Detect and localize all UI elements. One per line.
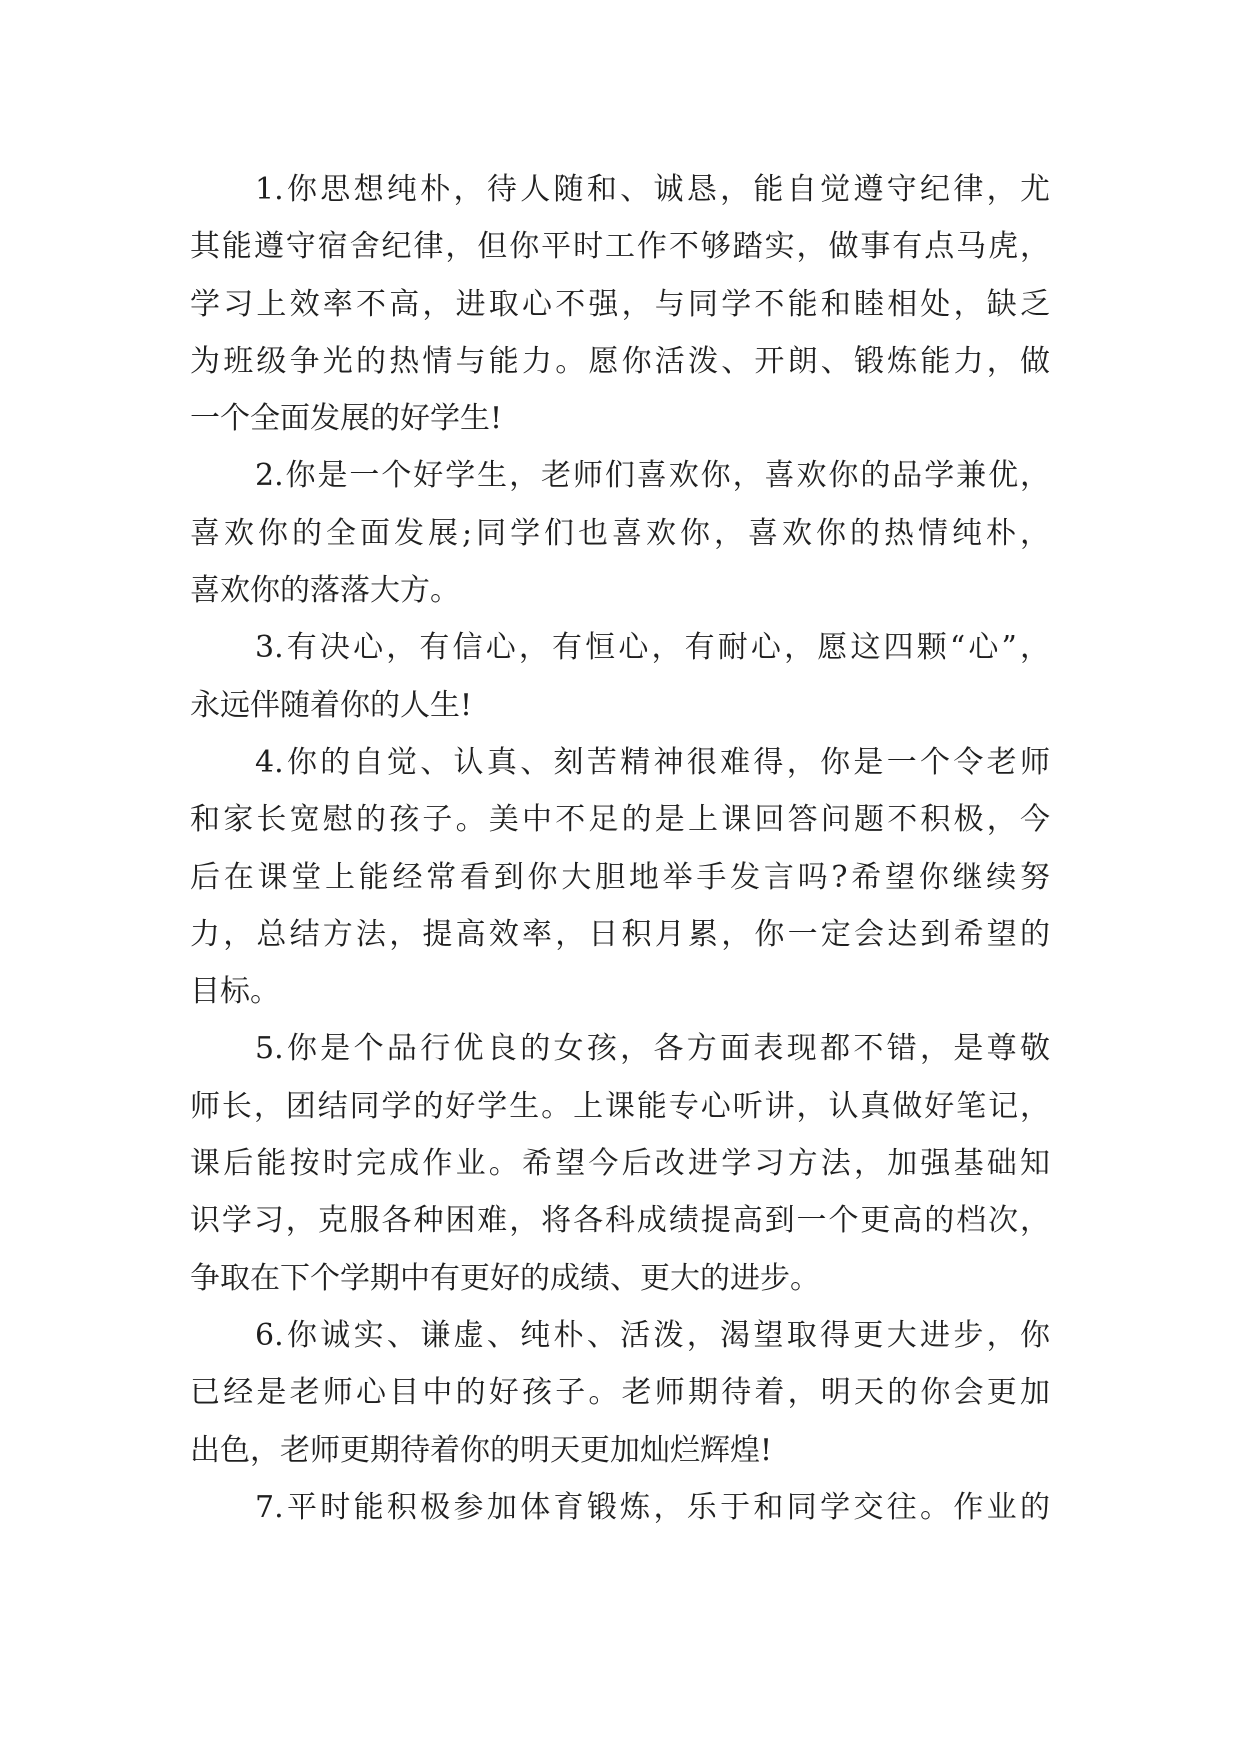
comment-paragraph-5 xyxy=(190,1020,1050,1306)
text-line: 3.有决心，有信心，有恒心，有耐心，愿这四颗“心”， xyxy=(255,630,1050,666)
text-line: 学习上效率不高，进取心不强，与同学不能和睦相处，缺乏 xyxy=(190,286,1050,322)
comment-paragraph-1 xyxy=(190,161,1050,447)
text-line: 已经是老师心目中的好孩子。老师期待着，明天的你会更加 xyxy=(190,1375,1050,1411)
text-line: 喜欢你的全面发展;同学们也喜欢你，喜欢你的热情纯朴， xyxy=(190,515,1050,551)
text-line: 争取在下个学期中有更好的成绩、更大的进步。 xyxy=(190,1260,820,1296)
text-line: 6.你诚实、谦虚、纯朴、活泼，渴望取得更大进步，你 xyxy=(255,1317,1050,1353)
text-line: 为班级争光的热情与能力。愿你活泼、开朗、锻炼能力，做 xyxy=(190,343,1050,379)
comment-paragraph-7 xyxy=(190,1479,1050,1536)
text-line: 2.你是一个好学生，老师们喜欢你，喜欢你的品学兼优， xyxy=(255,458,1050,494)
text-line: 后在课堂上能经常看到你大胆地举手发言吗?希望你继续努 xyxy=(190,859,1050,895)
text-line: 力，总结方法，提高效率，日积月累，你一定会达到希望的 xyxy=(190,916,1050,952)
text-line: 识学习，克服各种困难，将各科成绩提高到一个更高的档次， xyxy=(190,1203,1050,1239)
text-line: 永远伴随着你的人生! xyxy=(190,687,473,723)
comment-paragraph-6 xyxy=(190,1307,1050,1479)
text-line: 1.你思想纯朴，待人随和、诚恳，能自觉遵守纪律，尤 xyxy=(255,172,1050,207)
text-line: 其能遵守宿舍纪律，但你平时工作不够踏实，做事有点马虎， xyxy=(190,229,1050,265)
document-body xyxy=(190,161,1050,1536)
text-line: 和家长宽慰的孩子。美中不足的是上课回答问题不积极，今 xyxy=(190,802,1050,838)
text-line: 4.你的自觉、认真、刻苦精神很难得，你是一个令老师 xyxy=(255,744,1050,780)
text-line: 一个全面发展的好学生! xyxy=(190,401,503,437)
text-line: 7.平时能积极参加体育锻炼，乐于和同学交往。作业的 xyxy=(255,1489,1050,1525)
comment-paragraph-3 xyxy=(190,619,1050,734)
text-line: 师长，团结同学的好学生。上课能专心听讲，认真做好笔记， xyxy=(190,1088,1050,1124)
comment-paragraph-2 xyxy=(190,447,1050,619)
text-line: 喜欢你的落落大方。 xyxy=(190,573,460,609)
comment-paragraph-4 xyxy=(190,734,1050,1020)
text-line: 出色，老师更期待着你的明天更加灿烂辉煌! xyxy=(190,1432,773,1468)
text-line: 目标。 xyxy=(190,974,280,1010)
text-line: 5.你是个品行优良的女孩，各方面表现都不错，是尊敬 xyxy=(255,1031,1050,1067)
text-line: 课后能按时完成作业。希望今后改进学习方法，加强基础知 xyxy=(190,1146,1050,1182)
